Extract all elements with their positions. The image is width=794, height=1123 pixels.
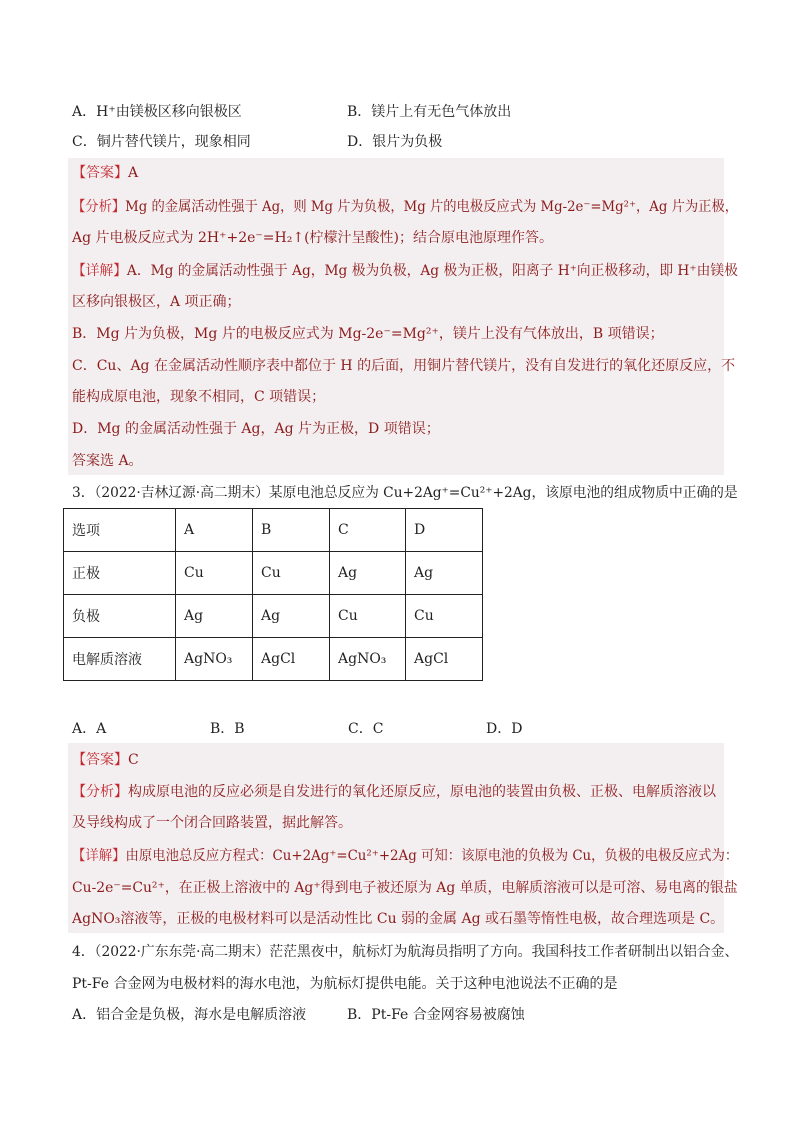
table-cell: C (330, 509, 406, 552)
table-row (64, 638, 483, 681)
table-cell: D (406, 509, 483, 552)
q2-detail-line-1: 【详解】A．Mg 的金属活动性强于 Ag，Mg 极为负极，Ag 极为正极，阳离子 H⁺向正极移动，即 H⁺由镁极 (72, 263, 738, 279)
q3-options-table (63, 508, 483, 681)
q4-option-a: A．铝合金是负极，海水是电解质溶液 (72, 1007, 307, 1023)
q4-option-b: B．Pt-Fe 合金网容易被腐蚀 (347, 1007, 525, 1023)
q2-detail-line-2: 区移向银极区，A 项正确； (72, 294, 241, 310)
table-cell: Cu (330, 595, 406, 638)
table-row (64, 509, 483, 552)
table-cell: Ag (406, 552, 483, 595)
q3-solution-block (68, 743, 724, 933)
q3-analysis-line-2: 及导线构成了一个闭合回路装置，据此解答。 (72, 815, 352, 831)
q3-option-d: D．D (486, 721, 523, 737)
q4-stem-line-2: Pt-Fe 合金网为电极材料的海水电池，为航标灯提供电能。关于这种电池说法不正确的是 (72, 976, 618, 992)
q4-stem-line-1: 4．（2022·广东东莞·高二期末）茫茫黑夜中，航标灯为航海员指明了方向。我国科技工作者研制出以铝合金、 (72, 944, 739, 960)
table-cell: Ag (253, 595, 330, 638)
table-cell: Ag (176, 595, 253, 638)
q3-detail-line-1: 【详解】由原电池总反应方程式：Cu+2Ag⁺=Cu²⁺+2Ag 可知：该原电池的负极为 Cu，负极的电极反应式为： (72, 848, 739, 864)
table-row (64, 595, 483, 638)
q2-analysis-line-1: 【分析】Mg 的金属活动性强于 Ag，则 Mg 片为负极，Mg 片的电极反应式为 Mg-2e⁻=Mg²⁺，Ag 片为正极， (72, 199, 739, 215)
table-cell: Cu (176, 552, 253, 595)
q3-analysis-line-1: 【分析】构成原电池的反应必须是自发进行的氧化还原反应，原电池的装置由负极、正极、电解质溶液以 (72, 784, 716, 800)
q2-option-b: B．镁片上有无色气体放出 (347, 104, 512, 120)
q2-option-d: D．银片为负极 (347, 134, 443, 150)
q3-answer: 【答案】C (72, 752, 139, 768)
table-cell: 负极 (64, 595, 176, 638)
q3-option-a: A．A (72, 721, 107, 737)
q2-detail-line-6: D．Mg 的金属活动性强于 Ag，Ag 片为正极，D 项错误； (72, 421, 440, 437)
q2-option-c: C．铜片替代镁片，现象相同 (72, 134, 251, 150)
table-cell: 正极 (64, 552, 176, 595)
q3-option-b: B．B (210, 721, 245, 737)
table-cell: B (253, 509, 330, 552)
q2-analysis-line-2: Ag 片电极反应式为 2H⁺+2e⁻=H₂↑(柠檬汁呈酸性)；结合原电池原理作答。 (72, 230, 553, 246)
q2-detail-line-7: 答案选 A。 (72, 453, 143, 469)
q3-detail-line-3: AgNO₃溶液等，正极的电极材料可以是活动性比 Cu 弱的金属 Ag 或石墨等惰性电极，故合理选项是 C。 (72, 911, 725, 927)
table-row (64, 552, 483, 595)
q2-answer: 【答案】A (72, 165, 139, 181)
table-cell: Cu (406, 595, 483, 638)
q2-detail-line-3: B．Mg 片为负极，Mg 片的电极反应式为 Mg-2e⁻=Mg²⁺，镁片上没有气体放出，B 项错误； (72, 326, 664, 342)
table-cell: 选项 (64, 509, 176, 552)
table-cell: Ag (330, 552, 406, 595)
table-cell: Cu (253, 552, 330, 595)
table-cell: 电解质溶液 (64, 638, 176, 681)
q3-stem: 3．（2022·吉林辽源·高二期末）某原电池总反应为 Cu+2Ag⁺=Cu²⁺+2Ag，该原电池的组成物质中正确的是 (72, 485, 738, 501)
table-cell: AgCl (406, 638, 483, 681)
q3-detail-line-2: Cu-2e⁻=Cu²⁺，在正极上溶液中的 Ag⁺得到电子被还原为 Ag 单质，电解质溶液可以是可溶、易电离的银盐 (72, 880, 738, 896)
table-cell: AgNO₃ (176, 638, 253, 681)
table-cell: AgNO₃ (330, 638, 406, 681)
q3-option-c: C．C (348, 721, 384, 737)
table-cell: AgCl (253, 638, 330, 681)
q2-detail-line-5: 能构成原电池，现象不相同，C 项错误； (72, 389, 326, 405)
table-cell: A (176, 509, 253, 552)
q2-detail-line-4: C．Cu、Ag 在金属活动性顺序表中都位于 H 的后面，用铜片替代镁片，没有自发进行的氧化还原反应，不 (72, 358, 736, 374)
q2-option-a: A．H⁺由镁极区移向银极区 (72, 104, 242, 120)
